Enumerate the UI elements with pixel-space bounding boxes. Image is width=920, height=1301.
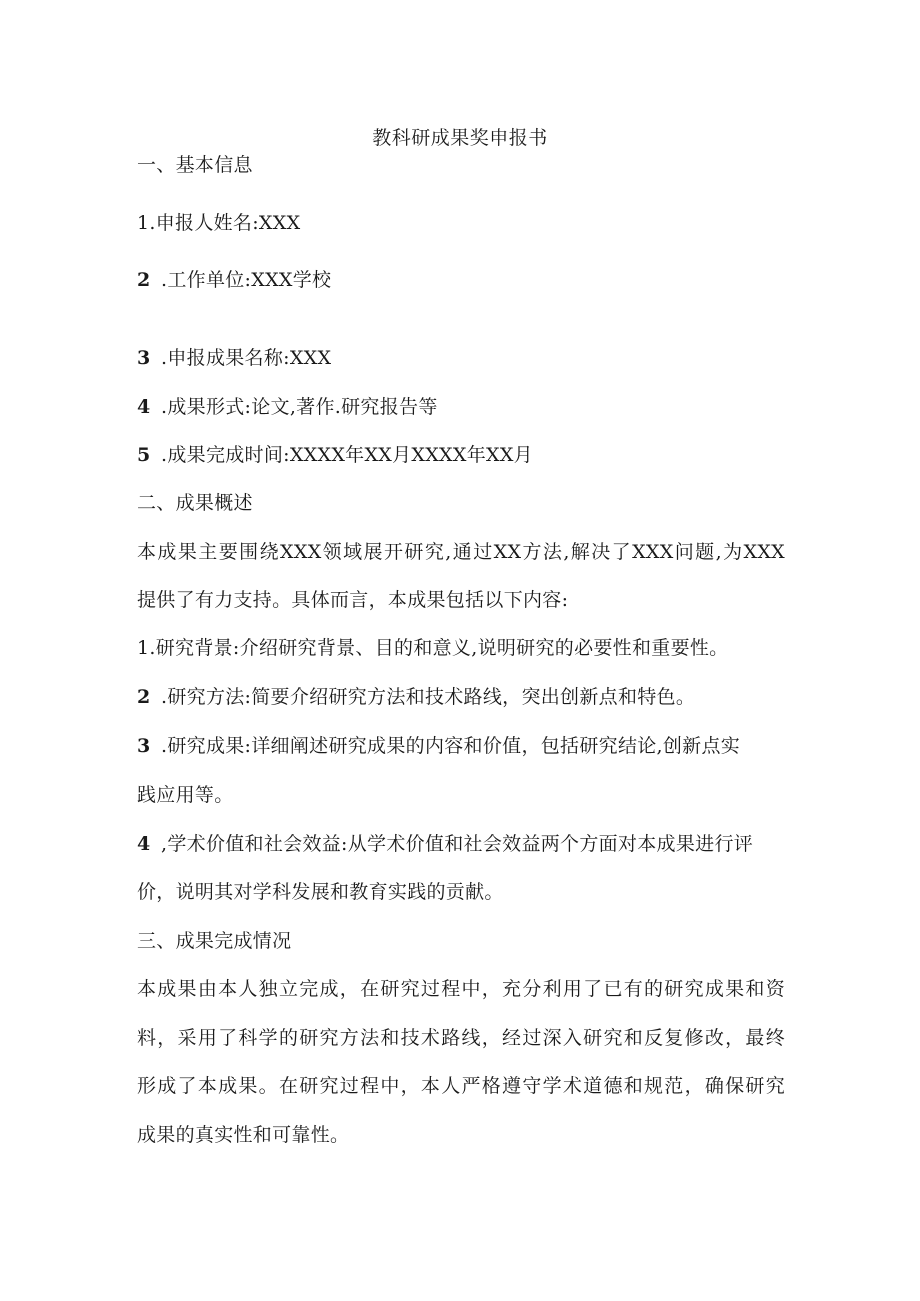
section-heading-overview: 二、成果概述 [137,492,253,514]
item-text: 研究背景:介绍研究背景、目的和意义,说明研究的必要性和重要性。 [155,637,729,659]
item-number: 5 [137,444,151,466]
basic-info-item-1 [137,211,300,235]
basic-info-item-2 [137,268,331,292]
item-text: 申报人姓名:XXX [155,212,301,234]
item-number: 2 [137,686,151,708]
overview-item-1 [137,636,728,660]
overview-paragraph-line-2: 提供了有力支持。具体而言，本成果包括以下内容: [137,589,569,611]
item-number: 2 [137,269,151,291]
item-text: .研究方法:简要介绍研究方法和技术路线，突出创新点和特色。 [161,686,696,708]
section-heading-completion: 三、成果完成情况 [137,930,292,952]
item-text: ,学术价值和社会效益:从学术价值和社会效益两个方面对本成果进行评 [161,833,754,855]
item-text: .研究成果:详细阐述研究成果的内容和价值，包括研究结论,创新点实 [161,735,741,757]
overview-item-3-continued: 践应用等。 [137,784,234,806]
item-number: 4 [137,833,151,855]
document-title: 教科研成果奖申报书 [372,127,548,149]
basic-info-item-5 [137,443,533,467]
completion-paragraph-line-2: 料，采用了科学的研究方法和技术路线，经过深入研究和反复修改，最终 [137,1027,785,1049]
item-number: 1. [137,637,156,659]
overview-paragraph-line-1: 本成果主要围绕XXX领域展开研究,通过XX方法,解决了XXX问题,为XXX [137,541,785,563]
basic-info-item-3 [137,346,331,370]
basic-info-item-4 [137,395,438,419]
section-heading-basic-info: 一、基本信息 [137,154,253,176]
item-text: .成果形式:论文,著作.研究报告等 [161,396,438,418]
completion-paragraph-line-1: 本成果由本人独立完成，在研究过程中，充分利用了已有的研究成果和资 [137,978,785,1000]
overview-item-2 [137,685,695,709]
item-number: 1. [137,212,156,234]
completion-paragraph-line-4: 成果的真实性和可靠性。 [137,1124,350,1146]
item-text: .工作单位:XXX学校 [161,269,332,291]
item-text: .申报成果名称:XXX [161,347,332,369]
overview-item-3 [137,734,740,758]
item-number: 3 [137,347,151,369]
overview-item-4-continued: 价，说明其对学科发展和教育实践的贡献。 [137,881,504,903]
item-number: 4 [137,396,151,418]
overview-item-4 [137,832,753,856]
item-number: 3 [137,735,151,757]
completion-paragraph-line-3: 形成了本成果。在研究过程中，本人严格遵守学术道德和规范，确保研究 [137,1075,785,1097]
item-text: .成果完成时间:XXXX年XX月XXXX年XX月 [161,444,533,466]
